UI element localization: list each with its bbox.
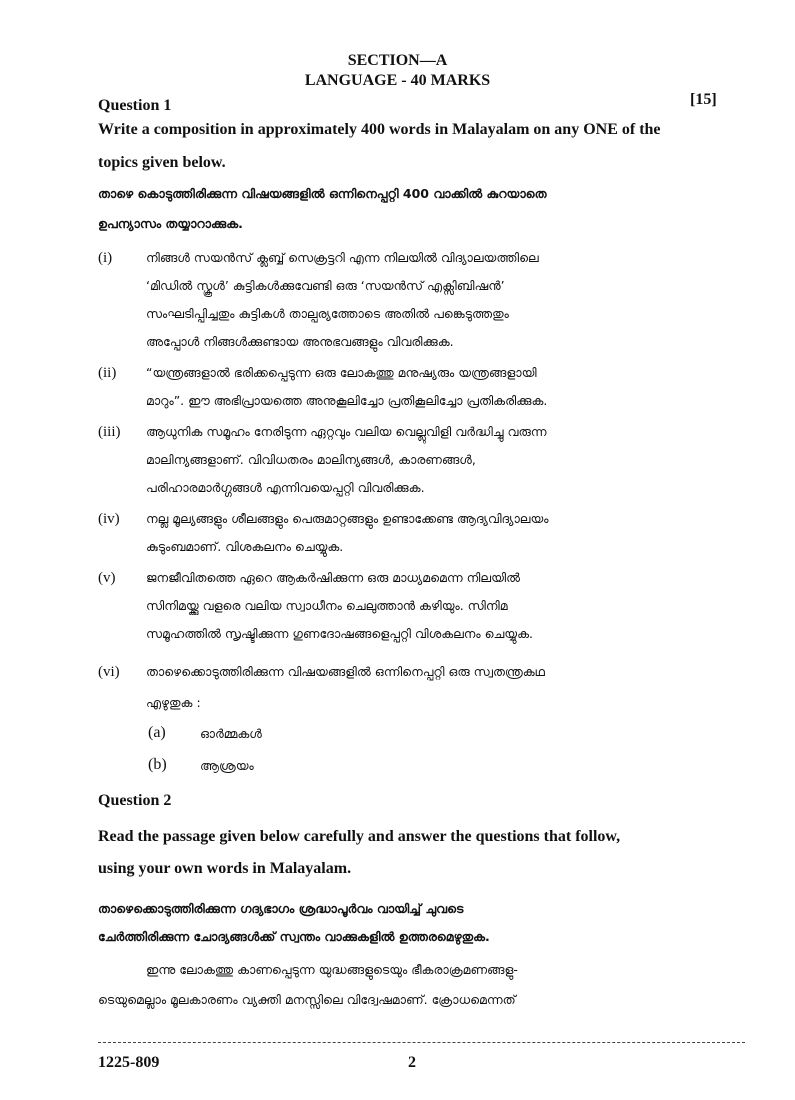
item-number: (iv) xyxy=(98,511,120,527)
q2-instruction-en-line-1: Read the passage given below carefully and answer the questions that follow, xyxy=(98,828,621,845)
item-number: (ii) xyxy=(98,365,117,381)
question-1-marks: [15] xyxy=(690,91,717,108)
item-i-line-2: ‘മിഡിൽ സ്കൂൾ’ കുട്ടികൾക്കുവേണ്ടി ഒരു ‘സയൻസ് എക്സിബിഷൻ’ xyxy=(146,278,505,293)
item-iv-line-2: കുടുംബമാണ്. വിശകലനം ചെയ്യുക. xyxy=(146,539,344,554)
q2-instruction-ml-line-1: താഴെക്കൊടുത്തിരിക്കുന്ന ഗദ്യഭാഗം ശ്രദ്ധാപൂർവം വായിച്ച് ചുവടെ xyxy=(98,901,464,916)
item-iii-line-1: ആധുനിക സമൂഹം നേരിടുന്ന ഏറ്റവും വലിയ വെല്ലുവിളി വർദ്ധിച്ചു വരുന്ന xyxy=(146,424,547,439)
item-vi-line-1: താഴെക്കൊടുത്തിരിക്കുന്ന വിഷയങ്ങളിൽ ഒന്നിനെപ്പറ്റി ഒരു സ്വതന്ത്രകഥ xyxy=(146,664,545,679)
subitem-text: ഓർമ്മകൾ xyxy=(200,726,262,741)
passage-line-1: ഇന്നു ലോകത്തു കാണപ്പെടുന്ന യുദ്ധങ്ങളുടെയും ഭീകരാക്രമണങ്ങളു- xyxy=(146,962,518,977)
q1-instruction-ml-line-1: താഴെ കൊടുത്തിരിക്കുന്ന വിഷയങ്ങളിൽ ഒന്നിനെപ്പറ്റി 400 വാക്കിൽ കുറയാതെ xyxy=(98,186,547,201)
passage-line-2: ടെയുമെല്ലാം മൂലകാരണം വ്യക്തി മനസ്സിലെ വിദ്വേഷമാണ്. ക്രോധമെന്നത് xyxy=(98,992,516,1007)
question-1-heading: Question 1 xyxy=(98,97,172,114)
subitem-number: (a) xyxy=(148,724,166,741)
section-title: SECTION—A xyxy=(347,52,448,69)
section-subtitle: LANGUAGE - 40 MARKS xyxy=(304,72,491,89)
item-v-line-3: സമൂഹത്തിൽ സൃഷ്ടിക്കുന്ന ഗുണദോഷങ്ങളെപ്പറ്റി വിശകലനം ചെയ്യുക. xyxy=(146,626,533,641)
page-number: 2 xyxy=(408,1054,416,1071)
q1-instruction-en-line-1: Write a composition in approximately 400 words in Malayalam on any ONE of the xyxy=(98,121,661,138)
footer-divider xyxy=(98,1042,745,1043)
question-2-heading: Question 2 xyxy=(98,792,172,809)
item-v-line-1: ജനജീവിതത്തെ ഏറെ ആകർഷിക്കുന്ന ഒരു മാധ്യമമെന്ന നിലയിൽ xyxy=(146,570,520,585)
item-iii-line-3: പരിഹാരമാർഗ്ഗങ്ങൾ എന്നിവയെപ്പറ്റി വിവരിക്കുക. xyxy=(146,480,425,495)
paper-code: 1225-809 xyxy=(98,1054,160,1071)
item-i-line-1: നിങ്ങൾ സയൻസ് ക്ലബ്ബ് സെക്രട്ടറി എന്ന നിലയിൽ വിദ്യാലയത്തിലെ xyxy=(146,250,539,265)
item-number: (iii) xyxy=(98,424,121,440)
subitem-text: ആശ്രയം xyxy=(200,758,254,773)
item-number: (vi) xyxy=(98,664,120,680)
item-number: (i) xyxy=(98,250,113,266)
item-iv-line-1: നല്ല മൂല്യങ്ങളും ശീലങ്ങളും പെരുമാറ്റങ്ങളും ഉണ്ടാക്കേണ്ട ആദ്യവിദ്യാലയം xyxy=(146,511,549,526)
q1-instruction-en-line-2: topics given below. xyxy=(98,154,226,171)
item-i-line-3: സംഘടിപ്പിച്ചതും കുട്ടികൾ താല്പര്യത്തോടെ അതിൽ പങ്കെടുത്തതും xyxy=(146,306,509,321)
item-iii-line-2: മാലിന്യങ്ങളാണ്. വിവിധതരം മാലിന്യങ്ങൾ, കാരണങ്ങൾ, xyxy=(146,452,476,467)
q2-instruction-ml-line-2: ചേർത്തിരിക്കുന്ന ചോദ്യങ്ങൾക്ക് സ്വന്തം വാക്കുകളിൽ ഉത്തരമെഴുതുക. xyxy=(98,929,490,944)
item-vi-line-2: എഴുതുക : xyxy=(146,695,201,710)
q1-instruction-ml-line-2: ഉപന്യാസം തയ്യാറാക്കുക. xyxy=(98,216,243,231)
item-number: (v) xyxy=(98,570,116,586)
item-i-line-4: അപ്പോൾ നിങ്ങൾക്കുണ്ടായ അനുഭവങ്ങളും വിവരിക്കുക. xyxy=(146,334,454,349)
q2-instruction-en-line-2: using your own words in Malayalam. xyxy=(98,860,352,877)
item-ii-line-1: “യന്ത്രങ്ങളാൽ ഭരിക്കപ്പെടുന്ന ഒരു ലോകത്തു മനുഷ്യരും യന്ത്രങ്ങളായി xyxy=(146,365,537,380)
item-v-line-2: സിനിമയ്ക്കു വളരെ വലിയ സ്വാധീനം ചെലുത്താൻ കഴിയും. സിനിമ xyxy=(146,598,508,613)
subitem-number: (b) xyxy=(148,756,167,773)
item-ii-line-2: മാറും”. ഈ അഭിപ്രായത്തെ അനുകൂലിച്ചോ പ്രതികൂലിച്ചോ പ്രതികരിക്കുക. xyxy=(146,393,548,408)
